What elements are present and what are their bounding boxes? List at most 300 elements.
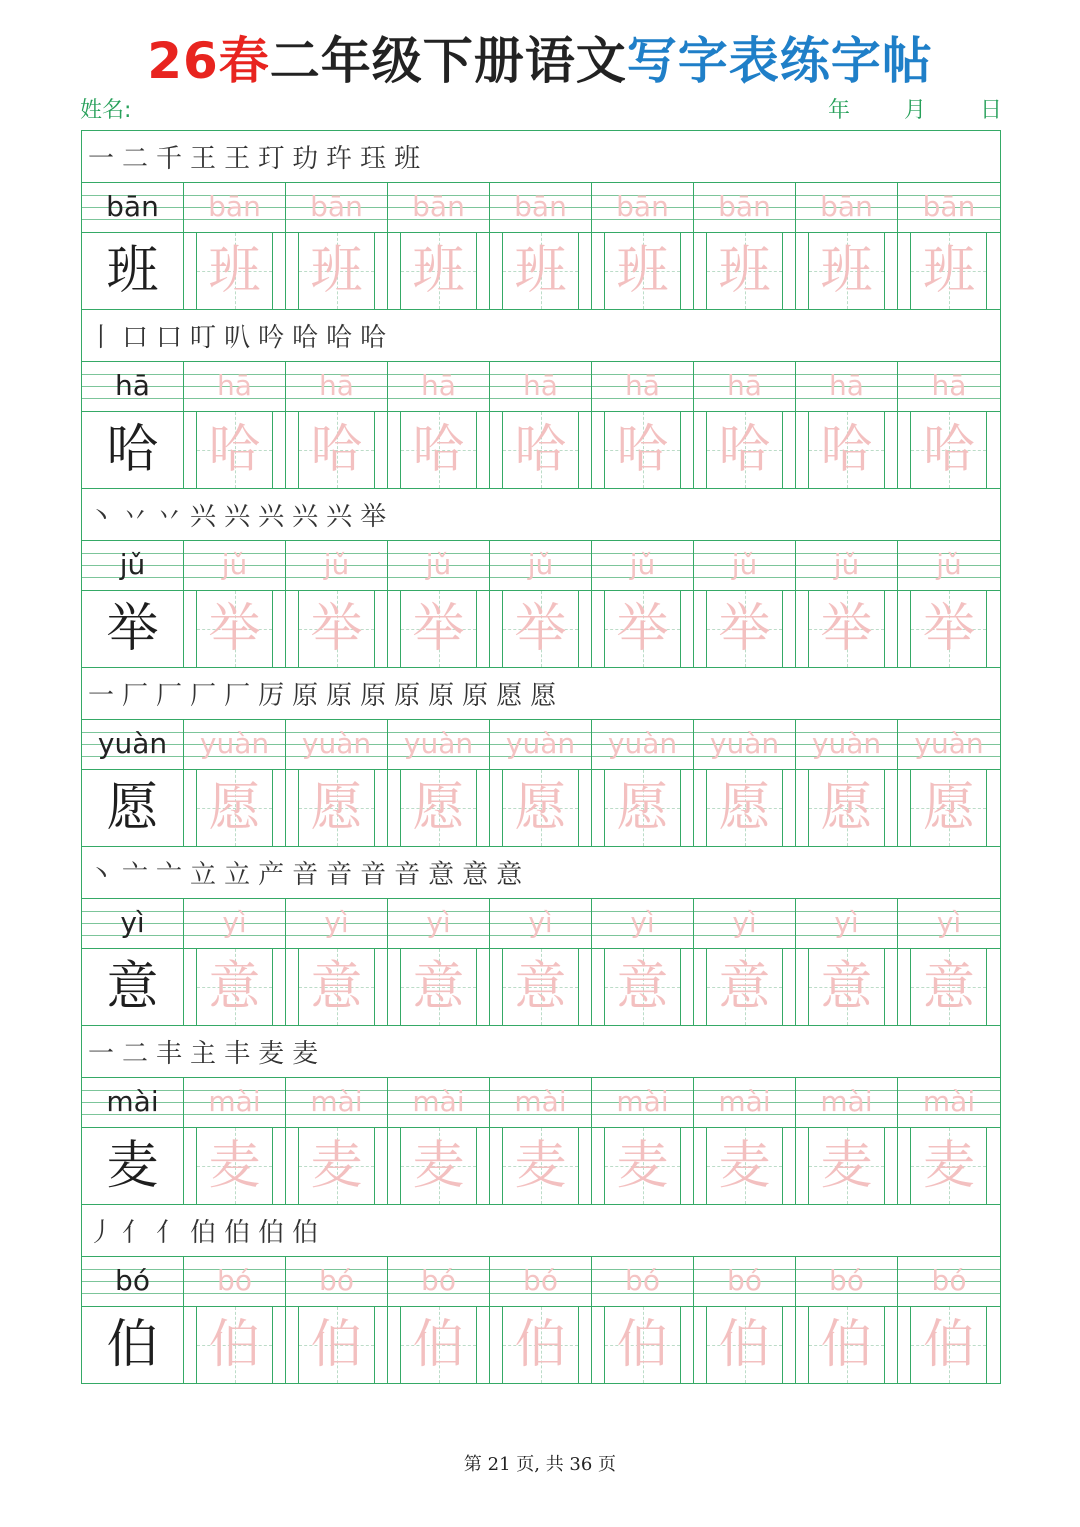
pinyin-trace-cell (184, 541, 286, 590)
stroke-order-row (82, 847, 1000, 899)
title-part-black: 二年级下册语文 (269, 32, 627, 90)
pinyin-trace-cell (694, 1257, 796, 1306)
character-trace-cell (694, 233, 796, 309)
character-trace: 班 (922, 241, 975, 301)
pinyin-trace-cell (796, 899, 898, 948)
pinyin-trace-cell (388, 541, 490, 590)
character-trace: 意 (514, 957, 567, 1017)
pinyin-trace: bó (319, 1264, 354, 1297)
pinyin-trace: bān (208, 190, 261, 223)
character-trace-cell (796, 233, 898, 309)
character-trace-cell (796, 1128, 898, 1204)
stroke-step: 厂 (224, 681, 251, 711)
character-trace: 意 (922, 957, 975, 1017)
pinyin-trace-cell (184, 183, 286, 232)
character-model: 伯 (106, 1315, 159, 1375)
stroke-step: 口 (156, 323, 183, 353)
pinyin-trace: yì (528, 906, 553, 939)
pinyin-trace-cell (796, 1078, 898, 1127)
character-trace: 举 (514, 599, 567, 659)
pinyin-trace: yì (630, 906, 655, 939)
character-trace-cell (286, 233, 388, 309)
stroke-step: 原 (360, 681, 387, 711)
stroke-step: 口 (122, 323, 149, 353)
stroke-step: 一 (88, 1039, 115, 1069)
pinyin-trace: jǔ (731, 548, 758, 581)
character-trace: 班 (208, 241, 261, 301)
character-trace-cell (694, 591, 796, 667)
character-trace: 伯 (616, 1315, 669, 1375)
pinyin-trace: yì (936, 906, 962, 939)
character-trace: 班 (514, 241, 567, 301)
character-trace-cell (796, 1307, 898, 1383)
stroke-step: 主 (190, 1039, 217, 1069)
pinyin-model-cell (82, 1257, 184, 1306)
character-trace-cell (388, 591, 490, 667)
character-trace-cell (898, 233, 1000, 309)
character-trace: 哈 (514, 420, 567, 480)
character-trace: 意 (820, 957, 873, 1017)
character-trace-cell (184, 770, 286, 846)
stroke-step: 丷 (156, 502, 183, 532)
stroke-step: 原 (292, 681, 319, 711)
pinyin-trace-cell (592, 183, 694, 232)
pinyin-trace: jǔ (936, 548, 962, 581)
pinyin-trace: yuàn (709, 727, 780, 760)
pinyin-trace: bān (514, 190, 567, 223)
pinyin-trace: yuàn (607, 727, 678, 760)
pinyin-row (82, 720, 1000, 770)
stroke-order-row (82, 489, 1000, 541)
pinyin-trace: hā (625, 369, 660, 402)
character-trace-cell (388, 233, 490, 309)
pinyin-row (82, 899, 1000, 949)
character-trace-cell (490, 1307, 592, 1383)
character-trace: 麦 (208, 1136, 261, 1196)
pinyin-row (82, 183, 1000, 233)
character-trace: 哈 (922, 420, 975, 480)
stroke-step: 玏 (292, 144, 319, 174)
stroke-order-row (82, 668, 1000, 720)
character-trace-cell (592, 412, 694, 488)
character-trace-cell (388, 770, 490, 846)
pinyin-trace-cell (286, 541, 388, 590)
character-trace-cell (286, 591, 388, 667)
pinyin-trace: yì (834, 906, 859, 939)
pinyin-trace-cell (388, 1257, 490, 1306)
stroke-order-row (82, 1205, 1000, 1257)
stroke-order-row (82, 1026, 1000, 1078)
character-trace: 举 (310, 599, 363, 659)
character-trace: 愿 (616, 778, 669, 838)
character-trace-cell (796, 591, 898, 667)
character-trace: 举 (718, 599, 771, 659)
character-trace-cell (490, 412, 592, 488)
stroke-step: 厉 (258, 681, 285, 711)
pinyin-model: mài (106, 1085, 159, 1118)
character-trace: 班 (820, 241, 873, 301)
character-trace-cell (694, 770, 796, 846)
character-trace-cell (898, 412, 1000, 488)
pinyin-trace-cell (898, 1257, 1000, 1306)
pinyin-trace: yuàn (301, 727, 372, 760)
stroke-step: 立 (224, 860, 251, 890)
pinyin-trace-cell (490, 1078, 592, 1127)
stroke-step: 叮 (190, 323, 217, 353)
pinyin-trace: bó (421, 1264, 456, 1297)
character-trace-cell (184, 412, 286, 488)
pinyin-row (82, 1078, 1000, 1128)
character-trace: 愿 (922, 778, 975, 838)
character-trace-cell (592, 1307, 694, 1383)
character-block (82, 131, 1000, 310)
pinyin-trace: bān (820, 190, 873, 223)
pinyin-trace-cell (490, 362, 592, 411)
character-trace: 愿 (820, 778, 873, 838)
stroke-step: 愿 (530, 681, 557, 711)
pinyin-trace-cell (592, 1257, 694, 1306)
stroke-step: 一 (88, 681, 115, 711)
stroke-step: 伯 (292, 1218, 319, 1248)
character-block (82, 847, 1000, 1026)
pinyin-trace-cell (388, 720, 490, 769)
stroke-step: 麦 (258, 1039, 285, 1069)
character-trace-cell (286, 949, 388, 1025)
pinyin-trace: bó (727, 1264, 762, 1297)
character-trace: 麦 (820, 1136, 873, 1196)
pinyin-trace: jǔ (425, 548, 452, 581)
character-trace-cell (184, 233, 286, 309)
character-trace-cell (796, 949, 898, 1025)
pinyin-trace: bān (922, 190, 976, 223)
character-trace-cell (592, 770, 694, 846)
pinyin-model: bān (106, 190, 159, 223)
character-trace-cell (694, 949, 796, 1025)
pinyin-trace-cell (694, 720, 796, 769)
pinyin-model-cell (82, 1078, 184, 1127)
pinyin-trace-cell (490, 720, 592, 769)
stroke-step: 伯 (224, 1218, 251, 1248)
stroke-order-row (82, 131, 1000, 183)
pinyin-trace: jǔ (221, 548, 248, 581)
stroke-step: 哈 (326, 323, 353, 353)
character-row (82, 1128, 1000, 1205)
pinyin-trace: hā (421, 369, 456, 402)
stroke-step: 兴 (326, 502, 353, 532)
stroke-step: 亠 (122, 860, 149, 890)
character-trace-cell (898, 1307, 1000, 1383)
character-trace-cell (490, 1128, 592, 1204)
pinyin-trace: yuàn (914, 727, 984, 760)
pinyin-trace-cell (796, 541, 898, 590)
pinyin-trace: yì (222, 906, 247, 939)
pinyin-trace: bó (217, 1264, 252, 1297)
character-trace-cell (898, 949, 1000, 1025)
pinyin-trace: bān (412, 190, 465, 223)
pinyin-trace: bó (523, 1264, 558, 1297)
pinyin-trace-cell (286, 1078, 388, 1127)
stroke-step: 珏 (360, 144, 387, 174)
stroke-step: 原 (326, 681, 353, 711)
month-label: 月 (903, 98, 926, 123)
pinyin-trace-cell (490, 183, 592, 232)
stroke-step: 玎 (258, 144, 285, 174)
character-trace: 愿 (412, 778, 465, 838)
stroke-step: 丿 (88, 1218, 115, 1248)
pinyin-trace-cell (592, 541, 694, 590)
stroke-step: 玝 (326, 144, 353, 174)
stroke-step: 亻 (122, 1218, 149, 1248)
pinyin-trace: jǔ (323, 548, 350, 581)
year-label: 年 (828, 98, 851, 123)
stroke-step: 二 (122, 144, 149, 174)
stroke-step: 吟 (258, 323, 285, 353)
stroke-step: 意 (496, 860, 523, 890)
character-trace: 意 (718, 957, 771, 1017)
pinyin-trace: mài (922, 1085, 976, 1118)
pinyin-trace-cell (286, 183, 388, 232)
pinyin-trace-cell (490, 541, 592, 590)
stroke-step: 千 (156, 144, 183, 174)
pinyin-trace: mài (514, 1085, 567, 1118)
character-trace-cell (490, 233, 592, 309)
character-trace-cell (184, 1307, 286, 1383)
pinyin-row (82, 362, 1000, 412)
character-trace-cell (388, 949, 490, 1025)
character-trace: 哈 (616, 420, 669, 480)
title-part-blue: 写字表练字帖 (626, 32, 933, 90)
character-model: 麦 (106, 1136, 159, 1196)
character-trace: 愿 (514, 778, 567, 838)
character-model-cell (82, 949, 184, 1025)
pinyin-trace-cell (796, 720, 898, 769)
stroke-step: 丰 (224, 1039, 251, 1069)
stroke-step: 立 (190, 860, 217, 890)
character-model-cell (82, 233, 184, 309)
character-trace: 麦 (412, 1136, 465, 1196)
stroke-step: 班 (394, 144, 421, 174)
pinyin-trace-cell (796, 183, 898, 232)
stroke-step: 丶 (88, 502, 115, 532)
pinyin-trace-cell (694, 362, 796, 411)
character-trace: 伯 (412, 1315, 465, 1375)
pinyin-model-cell (82, 541, 184, 590)
pinyin-trace: jǔ (629, 548, 656, 581)
pinyin-trace: hā (217, 369, 252, 402)
pinyin-trace-cell (694, 1078, 796, 1127)
stroke-step: 厂 (190, 681, 217, 711)
pinyin-model: yuàn (97, 727, 168, 760)
pinyin-trace: bān (616, 190, 669, 223)
character-block (82, 489, 1000, 668)
pinyin-model: jǔ (119, 548, 146, 581)
pinyin-trace: mài (310, 1085, 363, 1118)
character-trace: 麦 (310, 1136, 363, 1196)
stroke-step: 音 (292, 860, 319, 890)
pinyin-trace-cell (184, 1078, 286, 1127)
pinyin-row (82, 1257, 1000, 1307)
page-footer: 第 21 页, 共 36 页 (463, 1454, 617, 1475)
pinyin-trace-cell (184, 899, 286, 948)
character-trace: 意 (616, 957, 669, 1017)
stroke-step: 王 (190, 144, 217, 174)
character-trace-cell (592, 949, 694, 1025)
character-row (82, 233, 1000, 310)
pinyin-trace: bó (829, 1264, 864, 1297)
character-trace: 哈 (820, 420, 873, 480)
character-trace-cell (388, 412, 490, 488)
pinyin-trace-cell (286, 1257, 388, 1306)
stroke-step: 音 (360, 860, 387, 890)
pinyin-trace-cell (592, 1078, 694, 1127)
pinyin-trace-cell (184, 1257, 286, 1306)
character-trace-cell (694, 1128, 796, 1204)
character-row (82, 591, 1000, 668)
pinyin-model-cell (82, 362, 184, 411)
pinyin-trace: yì (324, 906, 349, 939)
pinyin-trace-cell (796, 362, 898, 411)
character-trace-cell (898, 591, 1000, 667)
pinyin-trace-cell (898, 720, 1000, 769)
character-model: 举 (106, 599, 159, 659)
character-block (82, 1026, 1000, 1205)
stroke-step: 音 (326, 860, 353, 890)
character-trace: 愿 (208, 778, 261, 838)
pinyin-trace: bó (625, 1264, 660, 1297)
stroke-step: 亻 (156, 1218, 183, 1248)
character-trace: 举 (820, 599, 873, 659)
pinyin-trace-cell (898, 541, 1000, 590)
character-trace: 举 (412, 599, 465, 659)
pinyin-trace-cell (898, 899, 1000, 948)
stroke-step: 意 (462, 860, 489, 890)
stroke-step: 一 (88, 144, 115, 174)
pinyin-trace-cell (286, 362, 388, 411)
pinyin-model: yì (120, 906, 145, 939)
practice-sheet (81, 130, 1001, 1384)
character-trace: 麦 (922, 1136, 975, 1196)
pinyin-model: hā (115, 369, 150, 402)
character-trace-cell (694, 412, 796, 488)
character-trace: 麦 (514, 1136, 567, 1196)
pinyin-trace: bān (310, 190, 363, 223)
character-trace: 麦 (718, 1136, 771, 1196)
pinyin-trace-cell (388, 899, 490, 948)
pinyin-trace: hā (931, 369, 967, 402)
pinyin-trace: yì (426, 906, 451, 939)
character-trace-cell (796, 770, 898, 846)
pinyin-trace: hā (523, 369, 558, 402)
character-model: 班 (106, 241, 159, 301)
character-trace-cell (592, 233, 694, 309)
pinyin-trace-cell (592, 720, 694, 769)
stroke-step: 厂 (156, 681, 183, 711)
character-model: 愿 (106, 778, 159, 838)
character-trace: 班 (310, 241, 363, 301)
character-model: 哈 (106, 420, 159, 480)
pinyin-trace-cell (286, 720, 388, 769)
pinyin-trace-cell (490, 1257, 592, 1306)
pinyin-trace: yuàn (403, 727, 474, 760)
pinyin-trace-cell (388, 183, 490, 232)
stroke-step: 意 (428, 860, 455, 890)
pinyin-trace: yì (732, 906, 757, 939)
stroke-step: 产 (258, 860, 285, 890)
pinyin-trace: yuàn (505, 727, 576, 760)
character-trace: 班 (718, 241, 771, 301)
character-trace: 哈 (310, 420, 363, 480)
character-trace: 愿 (310, 778, 363, 838)
pinyin-trace-cell (898, 183, 1000, 232)
character-trace-cell (490, 770, 592, 846)
pinyin-trace-cell (388, 1078, 490, 1127)
stroke-step: 丰 (156, 1039, 183, 1069)
character-trace-cell (184, 1128, 286, 1204)
character-trace-cell (184, 591, 286, 667)
character-model-cell (82, 770, 184, 846)
pinyin-trace: hā (727, 369, 762, 402)
character-trace: 意 (412, 957, 465, 1017)
character-trace: 哈 (208, 420, 261, 480)
stroke-step: 兴 (224, 502, 251, 532)
character-trace: 举 (208, 599, 261, 659)
pinyin-trace-cell (796, 1257, 898, 1306)
character-block (82, 668, 1000, 847)
character-trace-cell (592, 591, 694, 667)
pinyin-trace: mài (820, 1085, 873, 1118)
pinyin-trace: bó (931, 1264, 967, 1297)
page-title (0, 26, 1080, 96)
pinyin-trace: jǔ (833, 548, 860, 581)
stroke-step: 麦 (292, 1039, 319, 1069)
stroke-order-row (82, 310, 1000, 362)
stroke-step: 哈 (360, 323, 387, 353)
character-trace: 哈 (412, 420, 465, 480)
character-trace-cell (898, 770, 1000, 846)
pinyin-trace-cell (184, 362, 286, 411)
character-trace-cell (184, 949, 286, 1025)
character-trace-cell (388, 1307, 490, 1383)
stroke-step: 王 (224, 144, 251, 174)
character-trace-cell (592, 1128, 694, 1204)
character-trace: 麦 (616, 1136, 669, 1196)
character-trace: 伯 (310, 1315, 363, 1375)
day-label: 日 (979, 98, 1002, 123)
pinyin-trace-cell (184, 720, 286, 769)
title-part-red: 26春 (147, 32, 270, 90)
character-row (82, 1307, 1000, 1384)
character-trace-cell (286, 1307, 388, 1383)
pinyin-trace: mài (718, 1085, 771, 1118)
character-trace: 班 (616, 241, 669, 301)
character-row (82, 770, 1000, 847)
stroke-step: 举 (360, 502, 387, 532)
stroke-step: 丶 (88, 860, 115, 890)
pinyin-trace: hā (829, 369, 864, 402)
character-trace-cell (694, 1307, 796, 1383)
stroke-step: 丷 (122, 502, 149, 532)
pinyin-trace-cell (898, 362, 1000, 411)
character-trace-cell (286, 412, 388, 488)
pinyin-trace-cell (694, 541, 796, 590)
pinyin-trace: mài (208, 1085, 261, 1118)
pinyin-model-cell (82, 720, 184, 769)
pinyin-trace-cell (694, 183, 796, 232)
character-trace: 愿 (718, 778, 771, 838)
stroke-step: 原 (462, 681, 489, 711)
stroke-step: 伯 (258, 1218, 285, 1248)
character-model-cell (82, 412, 184, 488)
